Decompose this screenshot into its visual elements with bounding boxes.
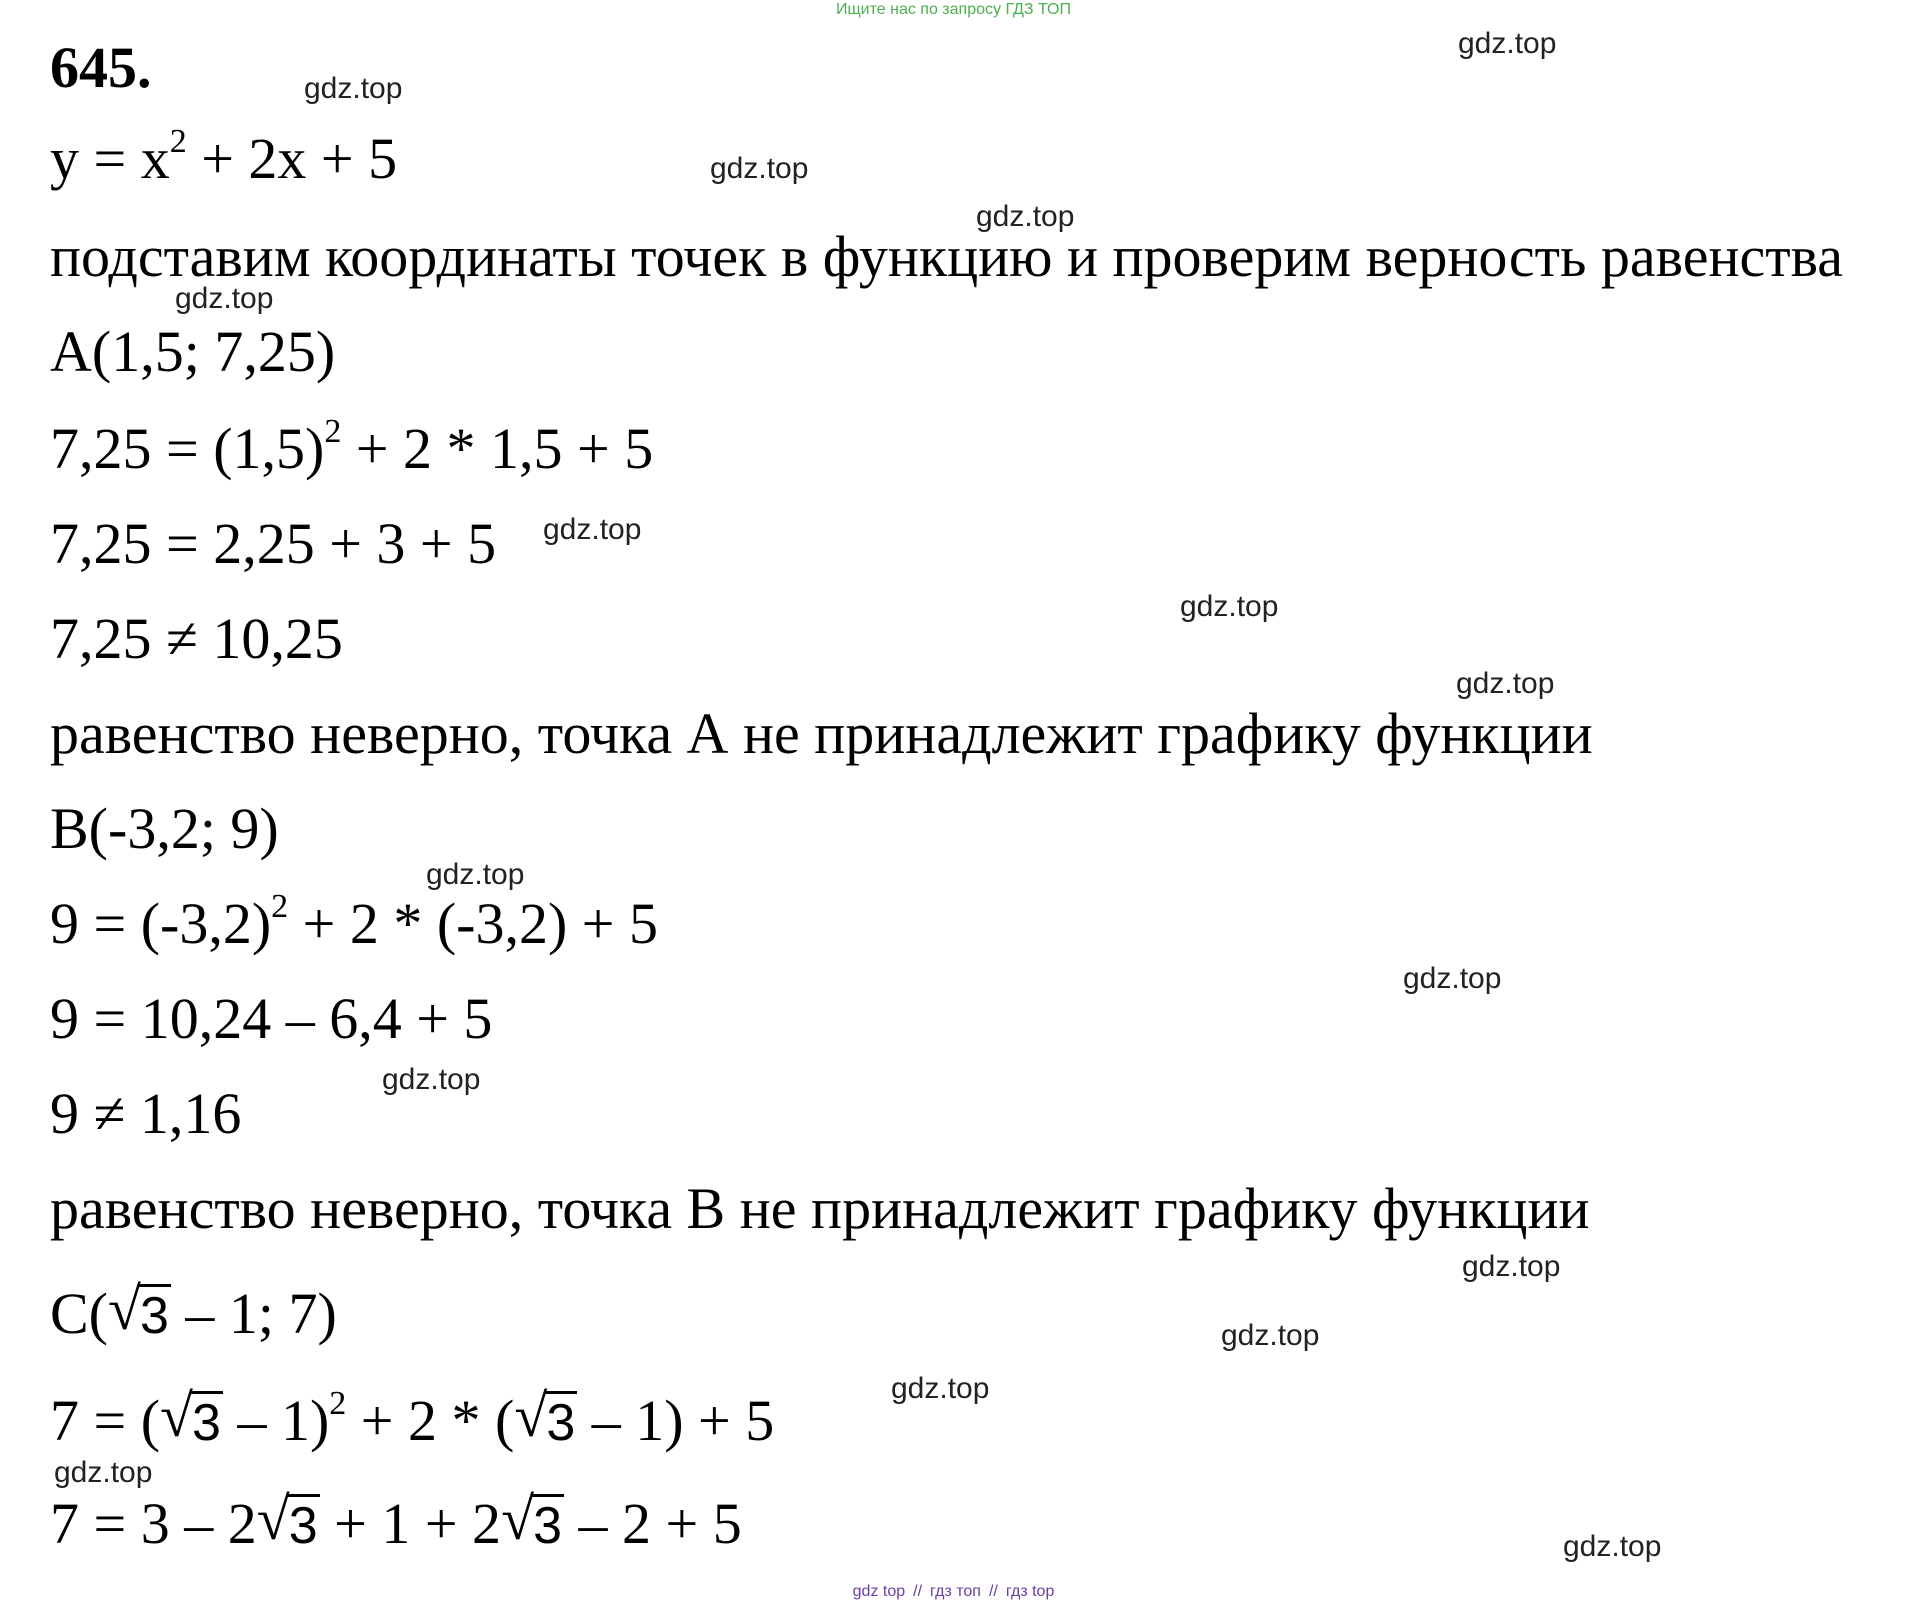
point-b: B(-3,2; 9): [50, 796, 279, 861]
watermark: gdz.top: [54, 1456, 153, 1489]
watermark: gdz.top: [1456, 667, 1555, 700]
sqrt-three: √ 3: [501, 1486, 562, 1555]
watermark: gdz.top: [1563, 1530, 1662, 1563]
bottom-banner: gdz top // гдз топ // гдз top: [852, 1583, 1055, 1600]
b-substitution: $9 = (-3,2)^2 + 2 * (-3,2) + 5$: [50, 888, 659, 956]
watermark: gdz.top: [1221, 1319, 1320, 1352]
point-a: A(1,5; 7,25): [50, 319, 336, 384]
b-result: 9 ≠ 1,16: [50, 1081, 242, 1146]
watermark: gdz.top: [175, 282, 274, 315]
watermark: gdz.top: [1180, 590, 1279, 623]
b-simplified: 9 = 10,24 – 6,4 + 5: [50, 986, 493, 1051]
watermark: gdz.top: [976, 200, 1075, 233]
c-simplified: 7 = 3 – 2 √ 3 + 1 + 2 √ 3 – 2 + 5: [50, 1486, 742, 1556]
task-number: 645.: [50, 35, 152, 100]
a-substitution: $7,25 = (1,5)^2 + 2 * 1,5 + 5$: [50, 413, 654, 481]
watermark: gdz.top: [891, 1372, 990, 1405]
watermark: gdz.top: [1403, 962, 1502, 995]
b-conclusion: равенство неверно, точка В не принадлежит графику функции: [50, 1176, 1590, 1241]
c-substitution: 7 = ( √ 3 – 1)$^2$ + 2 * ( √ 3 – 1) + 5: [50, 1383, 775, 1453]
a-result: 7,25 ≠ 10,25: [50, 606, 343, 671]
top-banner: Ищите нас по запросу ГДЗ ТОП: [836, 1, 1071, 18]
a-conclusion: равенство неверно, точка А не принадлежит графику функции: [50, 701, 1593, 766]
watermark: gdz.top: [304, 72, 403, 105]
sqrt-three: √ 3: [108, 1276, 169, 1345]
watermark: gdz.top: [382, 1063, 481, 1096]
watermark: gdz.top: [543, 513, 642, 546]
a-simplified: 7,25 = 2,25 + 3 + 5: [50, 511, 497, 576]
watermark: gdz.top: [710, 152, 809, 185]
sqrt-three: √ 3: [160, 1383, 221, 1452]
sqrt-three: √ 3: [256, 1486, 318, 1555]
watermark: gdz.top: [1458, 27, 1557, 60]
sqrt-three: √ 3: [514, 1383, 576, 1452]
watermark: gdz.top: [1462, 1250, 1561, 1283]
watermark: gdz.top: [426, 858, 525, 891]
point-c: C( √ 3 – 1; 7): [50, 1276, 337, 1346]
intro-text: подставим координаты точек в функцию и проверим верность равенства: [50, 224, 1843, 289]
function-formula: $y = x^2 + 2x + 5$: [50, 123, 398, 191]
